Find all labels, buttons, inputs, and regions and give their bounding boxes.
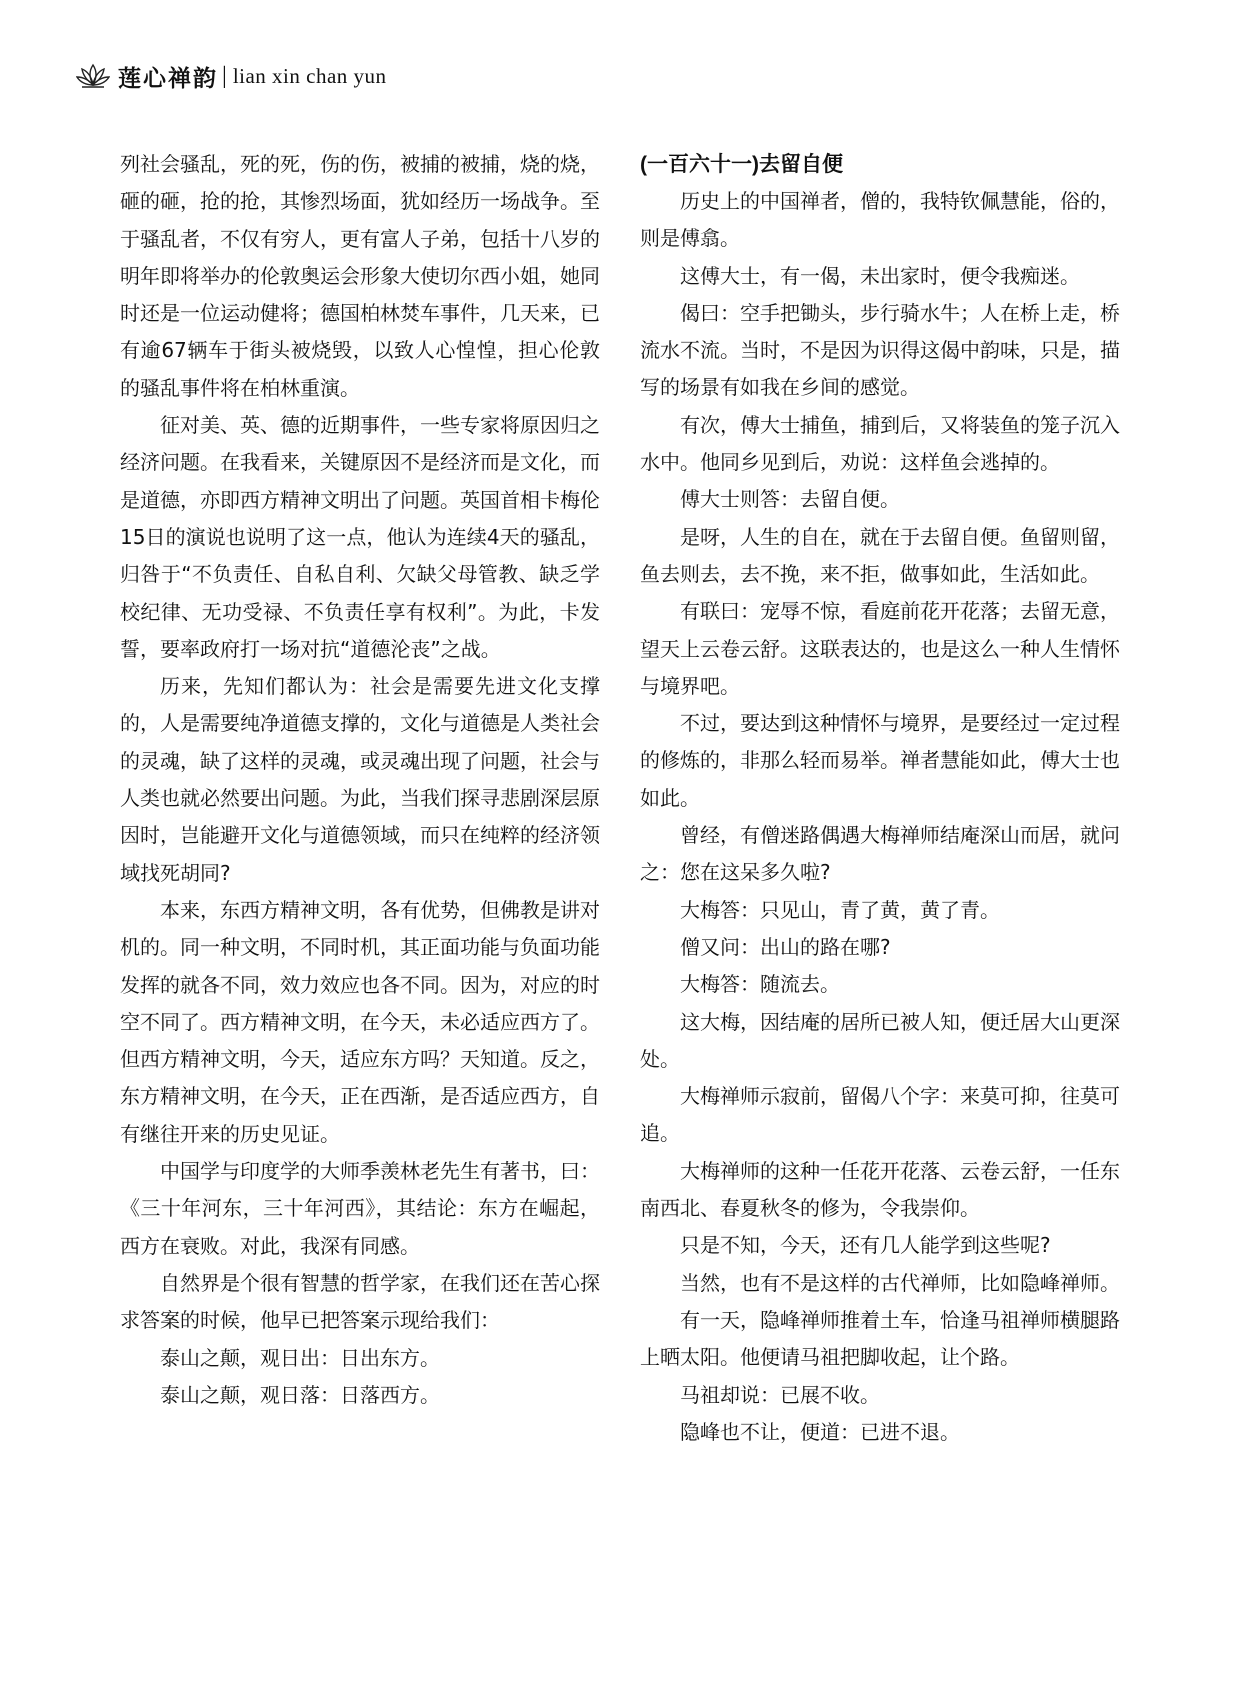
paragraph: 本来，东西方精神文明，各有优势，但佛教是讲对机的。同一种文明，不同时机，其正面功能与负面功能发挥的就各不同，效力效应也各不同。因为，对应的时空不同了。西方精神文明，在今天，未必适应西方了。但西方精神文明，今天，适应东方吗？天知道。反之，东方精神文明，在今天，正在西渐，是否适应西方，自有继往开来的历史见证。 [120, 897, 600, 1146]
paragraph: 征对美、英、德的近期事件，一些专家将原因归之经济问题。在我看来，关键原因不是经济而是文化，而是道德，亦即西方精神文明出了问题。英国首相卡梅伦15日的演说也说明了这一点，他认为连续4天的骚乱，归咎于“不负责任、自私自利、欠缺父母管教、缺乏学校纪律、无功受禄、不负责任享有权利”。为此，卡发誓，要率政府打一场对抗“道德沦丧”之战。 [120, 413, 600, 661]
paragraph: 列社会骚乱，死的死，伤的伤，被捕的被捕，烧的烧，砸的砸，抢的抢，其惨烈场面，犹如经历一场战争。至于骚乱者，不仅有穷人，更有富人子弟，包括十八岁的明年即将举办的伦敦奥运会形象大使切尔西小姐，她同时还是一位运动健将；德国柏林焚车事件，几天来，已有逾67辆车于街头被烧毁，以致人心惶惶，担心伦敦的骚乱事件将在柏林重演。 [120, 152, 600, 400]
section-heading: (一百六十一)去留自便 [640, 153, 843, 176]
paragraph: 有一天，隐峰禅师推着土车，恰逢马祖禅师横腿路上晒太阳。他便请马祖把脚收起，让个路。 [640, 1307, 1120, 1370]
paragraph: 大梅答：只见山，青了黄，黄了青。 [680, 897, 1000, 922]
header-separator: | [222, 62, 227, 89]
paragraph: 傅大士则答：去留自便。 [680, 487, 900, 512]
paragraph: 大梅禅师示寂前，留偈八个字：来莫可抑，往莫可追。 [640, 1084, 1120, 1146]
paragraph: 有次，傅大士捕鱼，捕到后，又将装鱼的笼子沉入水中。他同乡见到后，劝说：这样鱼会逃掉的。 [640, 412, 1120, 475]
brand-title-pinyin: lian xin chan yun [232, 63, 387, 88]
paragraph: 泰山之颠，观日出：日出东方。 [160, 1345, 440, 1370]
paragraph: 不过，要达到这种情怀与境界，是要经过一定过程的修炼的，非那么轻而易举。禅者慧能如此，傅大士也如此。 [640, 711, 1120, 810]
paragraph: 历来，先知们都认为：社会是需要先进文化支撑的，人是需要纯净道德支撑的，文化与道德是人类社会的灵魂，缺了这样的灵魂，或灵魂出现了问题，社会与人类也就必然要出问题。为此，当我们探寻悲剧深层原因时，岂能避开文化与道德领域，而只在纯粹的经济领域找死胡同? [120, 674, 600, 885]
paragraph: 自然界是个很有智慧的哲学家，在我们还在苦心探求答案的时候，他早已把答案示现给我们： [120, 1270, 600, 1333]
paragraph: 这大梅，因结庵的居所已被人知，便迁居大山更深处。 [640, 1009, 1120, 1071]
paragraph: 大梅禅师的这种一任花开花落、云卷云舒，一任东南西北、春夏秋冬的修为，令我崇仰。 [640, 1158, 1120, 1221]
paragraph: 泰山之颠，观日落：日落西方。 [160, 1382, 440, 1407]
paragraph: 曾经，有僧迷路偶遇大梅禅师结庵深山而居，就问之：您在这呆多久啦? [640, 823, 1120, 885]
paragraph: 历史上的中国禅者，僧的，我特钦佩慧能，俗的，则是傅翕。 [640, 189, 1120, 251]
paragraph: 僧又问：出山的路在哪? [680, 934, 891, 959]
page-header [76, 58, 387, 94]
paragraph: 这傅大士，有一偈，未出家时，便令我痴迷。 [680, 263, 1080, 288]
right-column [640, 146, 1120, 1451]
paragraph: 马祖却说：已展不收。 [680, 1382, 880, 1407]
brand-title-chinese: 莲心禅韵 [118, 64, 218, 92]
lotus-icon [76, 63, 110, 89]
paragraph: 隐峰也不让，便道：已进不退。 [680, 1419, 960, 1444]
paragraph: 是呀，人生的自在，就在于去留自便。鱼留则留，鱼去则去，去不挽，来不拒，做事如此，生活如此。 [640, 524, 1120, 586]
paragraph: 当然，也有不是这样的古代禅师，比如隐峰禅师。 [680, 1270, 1120, 1295]
paragraph: 有联曰：宠辱不惊，看庭前花开花落；去留无意，望天上云卷云舒。这联表达的，也是这么一种人生情怀与境界吧。 [640, 599, 1120, 698]
paragraph: 偈曰：空手把锄头，步行骑水牛；人在桥上走，桥流水不流。当时，不是因为识得这偈中韵味，只是，描写的场景有如我在乡间的感觉。 [640, 300, 1120, 400]
paragraph: 只是不知，今天，还有几人能学到这些呢? [680, 1233, 1051, 1258]
paragraph: 大梅答：随流去。 [680, 972, 840, 997]
left-column [120, 146, 600, 1414]
paragraph: 中国学与印度学的大师季羡林老先生有著书，曰：《三十年河东，三十年河西》，其结论：东方在崛起，西方在衰败。对此，我深有同感。 [120, 1159, 600, 1258]
